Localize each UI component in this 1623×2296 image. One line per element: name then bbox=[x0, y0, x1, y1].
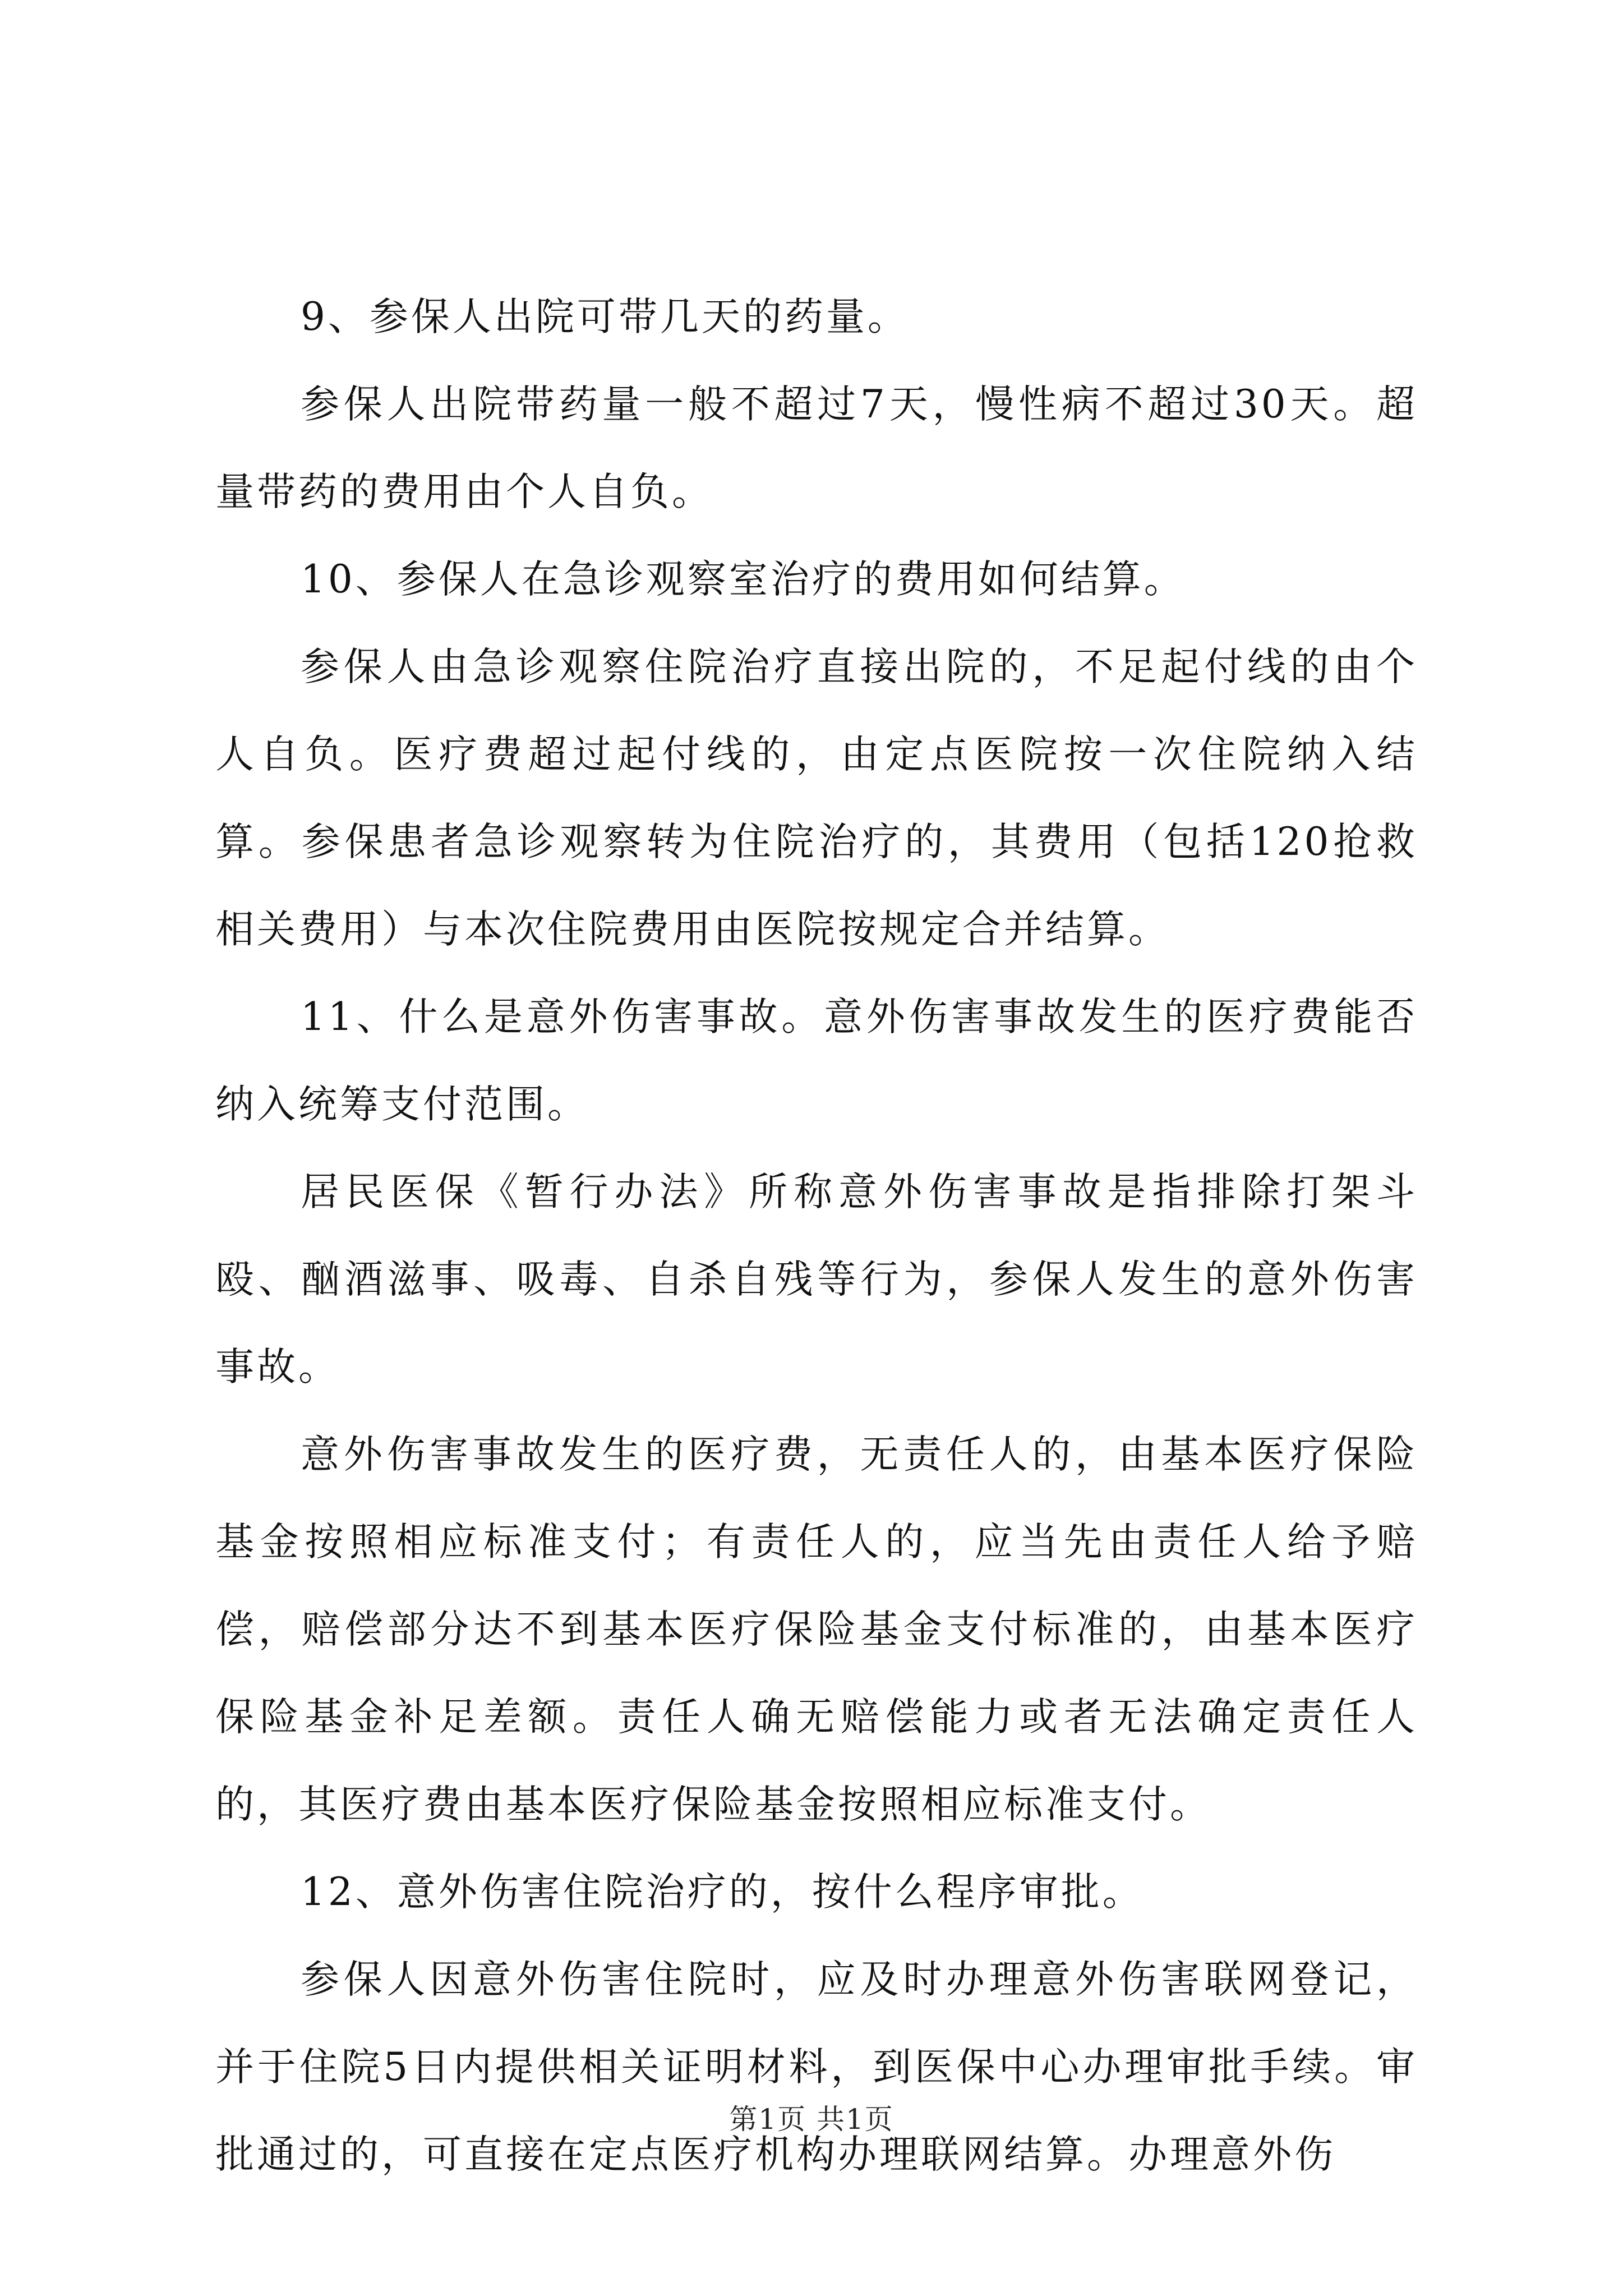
answer-11-payment: 意外伤害事故发生的医疗费，无责任人的，由基本医疗保险基金按照相应标准支付；有责任人的，应当先由责任人给予赔偿，赔偿部分达不到基本医疗保险基金支付标准的，由基本医疗保险基金补足差额。责任人确无赔偿能力或者无法确定责任人的，其医疗费由基本医疗保险基金按照相应标准支付。 bbox=[215, 1432, 1418, 1827]
question-9: 9、参保人出院可带几天的药量。 bbox=[301, 295, 909, 339]
answer-10: 参保人由急诊观察住院治疗直接出院的，不足起付线的由个人自负。医疗费超过起付线的，由定点医院按一次住院纳入结算。参保患者急诊观察转为住院治疗的，其费用（包括120抢救相关费用）与本次住院费用由医院按规定合并结算。 bbox=[215, 645, 1418, 952]
answer-12: 参保人因意外伤害住院时，应及时办理意外伤害联网登记，并于住院5日内提供相关证明材料，到医保中心办理审批手续。审批通过的，可直接在定点医疗机构办理联网结算。办理意外伤 bbox=[215, 1957, 1418, 2177]
answer-11-definition: 居民医保《暂行办法》所称意外伤害事故是指排除打架斗殴、酗酒滋事、吸毒、自杀自残等行为，参保人发生的意外伤害事故。 bbox=[215, 1170, 1418, 1389]
question-10: 10、参保人在急诊观察室治疗的费用如何结算。 bbox=[301, 557, 1186, 602]
page-footer: 第1页 共1页 bbox=[729, 2103, 894, 2136]
question-11: 11、什么是意外伤害事故。意外伤害事故发生的医疗费能否纳入统筹支付范围。 bbox=[215, 995, 1418, 1127]
question-12: 12、意外伤害住院治疗的，按什么程序审批。 bbox=[301, 1870, 1144, 1915]
document-body bbox=[215, 273, 1418, 2198]
answer-9: 参保人出院带药量一般不超过7天，慢性病不超过30天。超量带药的费用由个人自负。 bbox=[215, 382, 1418, 514]
